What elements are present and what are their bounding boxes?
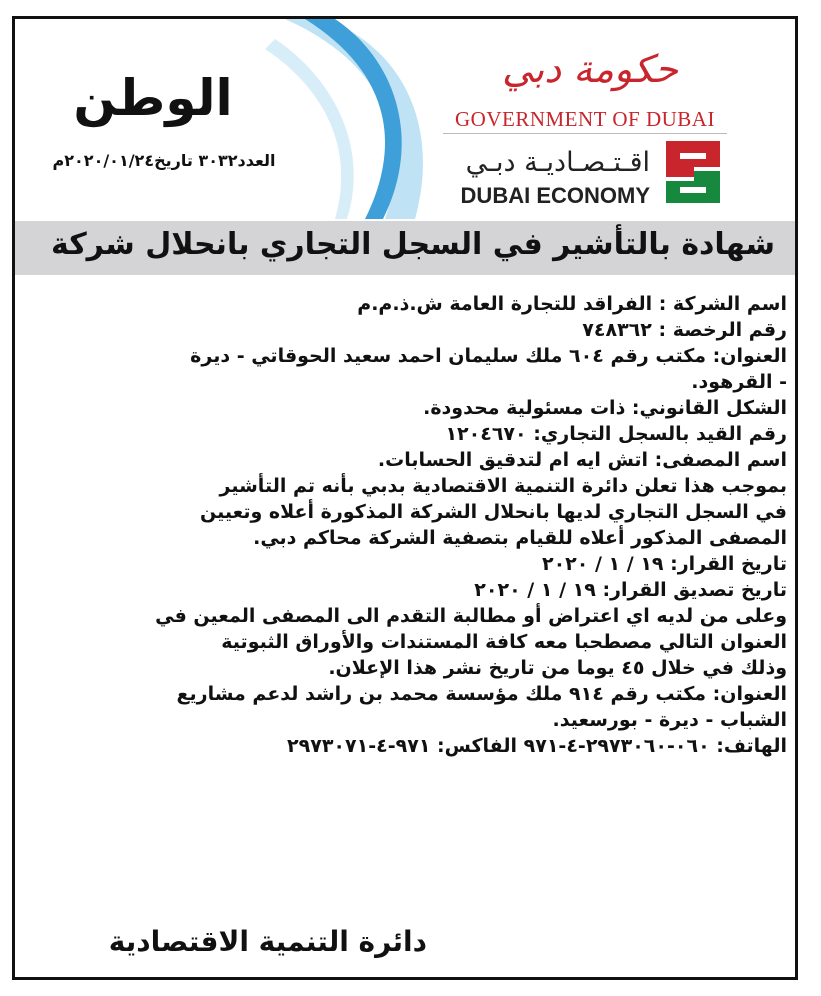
- objection-line-3: وذلك في خلال ٤٥ يوما من تاريخ نشر هذا الإعلان.: [328, 657, 787, 679]
- objection-line-2: العنوان التالي مصطحبا معه كافة المستندات والأوراق الثبوتية: [221, 631, 787, 653]
- issuing-department-signature: دائرة التنمية الاقتصادية: [108, 925, 427, 958]
- title-band: [15, 221, 795, 275]
- masthead-swoosh-graphic: [265, 19, 435, 219]
- announcement-line-1: بموجب هذا تعلن دائرة التنمية الاقتصادية بدبي بأنه تم التأشير: [219, 475, 787, 497]
- address-line: العنوان: مكتب رقم ٦٠٤ ملك سليمان احمد سعيد الحوقاتي - ديرة: [190, 345, 787, 367]
- company-name-line: اسم الشركة : الفراقد للتجارة العامة ش.ذ.م.م: [357, 293, 787, 315]
- newspaper-name: الوطن: [73, 69, 233, 127]
- logo-divider: [443, 133, 727, 134]
- notice-body: [27, 291, 787, 759]
- government-of-dubai-arabic: حكومة دبي: [501, 47, 679, 91]
- notice-frame: [12, 16, 798, 980]
- legal-form-line: الشكل القانوني: ذات مسئولية محدودة.: [423, 397, 787, 419]
- dubai-economy-english: DUBAI ECONOMY: [460, 183, 650, 208]
- liquidator-address-line: العنوان: مكتب رقم ٩١٤ ملك مؤسسة محمد بن راشد لدعم مشاريع: [176, 683, 787, 705]
- liquidator-line: اسم المصفى: اتش ايه ام لتدقيق الحسابات.: [377, 449, 787, 471]
- government-of-dubai-english: GOVERNMENT OF DUBAI: [455, 107, 715, 131]
- license-number-line: رقم الرخصة : ٧٤٨٣٦٢: [582, 319, 787, 341]
- announcement-line-2: في السجل التجاري لديها بانحلال الشركة المذكورة أعلاه وتعيين: [200, 501, 787, 523]
- decision-date-line: تاريخ القرار: ١٩ / ١ / ٢٠٢٠: [541, 553, 787, 575]
- announcement-line-3: المصفى المذكور أعلاه للقيام بتصفية الشركة محاكم دبي.: [253, 527, 787, 549]
- registry-number-line: رقم القيد بالسجل التجاري: ١٢٠٤٦٧٠: [445, 423, 787, 445]
- liquidator-address-line-continued: الشباب - ديرة - بورسعيد.: [552, 709, 787, 731]
- address-line-continued: - القرهود.: [691, 371, 787, 393]
- header: [15, 19, 795, 219]
- issue-date-line: العدد٣٠٣٢ تاريخ٢٠٢٠/٠١/٢٤م: [52, 151, 276, 170]
- phone-fax-line: الهاتف: ٠٦٠-٢٩٧٣٠٦٠-٤-٩٧١ الفاكس: ٩٧١-٤-٢٩٧٣٠٧١: [287, 735, 787, 757]
- notice-title: شهادة بالتأشير في السجل التجاري بانحلال شركة: [51, 227, 775, 262]
- decision-approval-date-line: تاريخ تصديق القرار: ١٩ / ١ / ٢٠٢٠: [474, 579, 787, 601]
- objection-line-1: وعلى من لديه اي اعتراض أو مطالبة التقدم الى المصفى المعين في: [155, 605, 787, 627]
- dubai-economy-arabic: اقـتـصـاديـة دبـي: [465, 147, 650, 178]
- dubai-economy-logo-icon: [658, 137, 728, 207]
